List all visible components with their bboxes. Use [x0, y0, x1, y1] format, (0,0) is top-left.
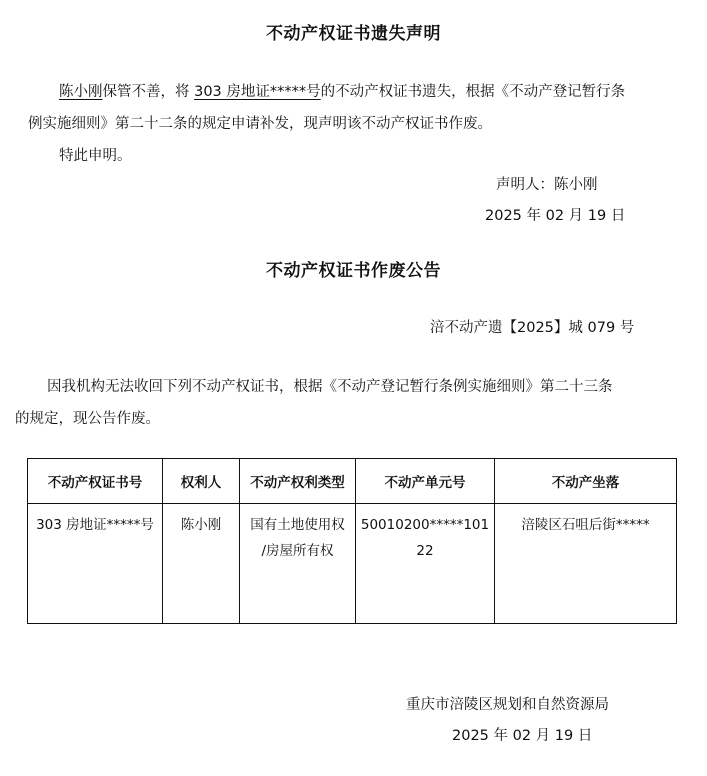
declaration-text-part1: 保管不善，将 [102, 84, 195, 100]
unit-number-line1: 50010200*****101 [360, 517, 490, 533]
cell-owner: 陈小刚 [163, 504, 240, 624]
unit-number-line2: 22 [416, 543, 434, 559]
declaration-paragraph-line1 [59, 80, 625, 101]
table-row [28, 504, 677, 624]
declarant-name: 陈小刚 [59, 84, 103, 100]
right-type-line1: 国有土地使用权 [250, 517, 345, 533]
notice-date: 2025 年 02 月 19 日 [452, 728, 593, 744]
certificate-number: 303 房地证*****号 [194, 84, 321, 100]
declaration-date: 2025 年 02 月 19 日 [485, 208, 626, 224]
table-header-row [28, 459, 677, 504]
column-header: 不动产权证书号 [28, 459, 163, 504]
declaration-closing: 特此申明。 [59, 148, 132, 164]
declaration-paragraph-line2: 例实施细则》第二十二条的规定申请补发，现声明该不动产权证书作废。 [28, 116, 492, 132]
notice-title: 不动产权证书作废公告 [266, 261, 441, 281]
notice-doc-number: 涪不动产遗【2025】城 079 号 [430, 320, 635, 336]
notice-body-line1: 因我机构无法收回下列不动产权证书，根据《不动产登记暂行条例实施细则》第二十三条 [47, 379, 613, 395]
column-header: 不动产坐落 [495, 459, 677, 504]
column-header: 不动产权利类型 [240, 459, 356, 504]
notice-issuer: 重庆市涪陵区规划和自然资源局 [406, 697, 609, 713]
void-certificate-table [27, 458, 677, 624]
cell-certificate-number: 303 房地证*****号 [28, 504, 163, 624]
declaration-title: 不动产权证书遗失声明 [266, 24, 441, 44]
right-type-line2: /房屋所有权 [261, 543, 334, 559]
declaration-text-part2: 的不动产权证书遗失，根据《不动产登记暂行条 [320, 84, 626, 100]
cell-unit-number [356, 504, 495, 624]
cell-location: 涪陵区石咀后街***** [495, 504, 677, 624]
notice-body-line2: 的规定，现公告作废。 [15, 411, 160, 427]
column-header: 不动产单元号 [356, 459, 495, 504]
column-header: 权利人 [163, 459, 240, 504]
declaration-signer: 声明人：陈小刚 [496, 177, 598, 193]
cell-right-type [240, 504, 356, 624]
